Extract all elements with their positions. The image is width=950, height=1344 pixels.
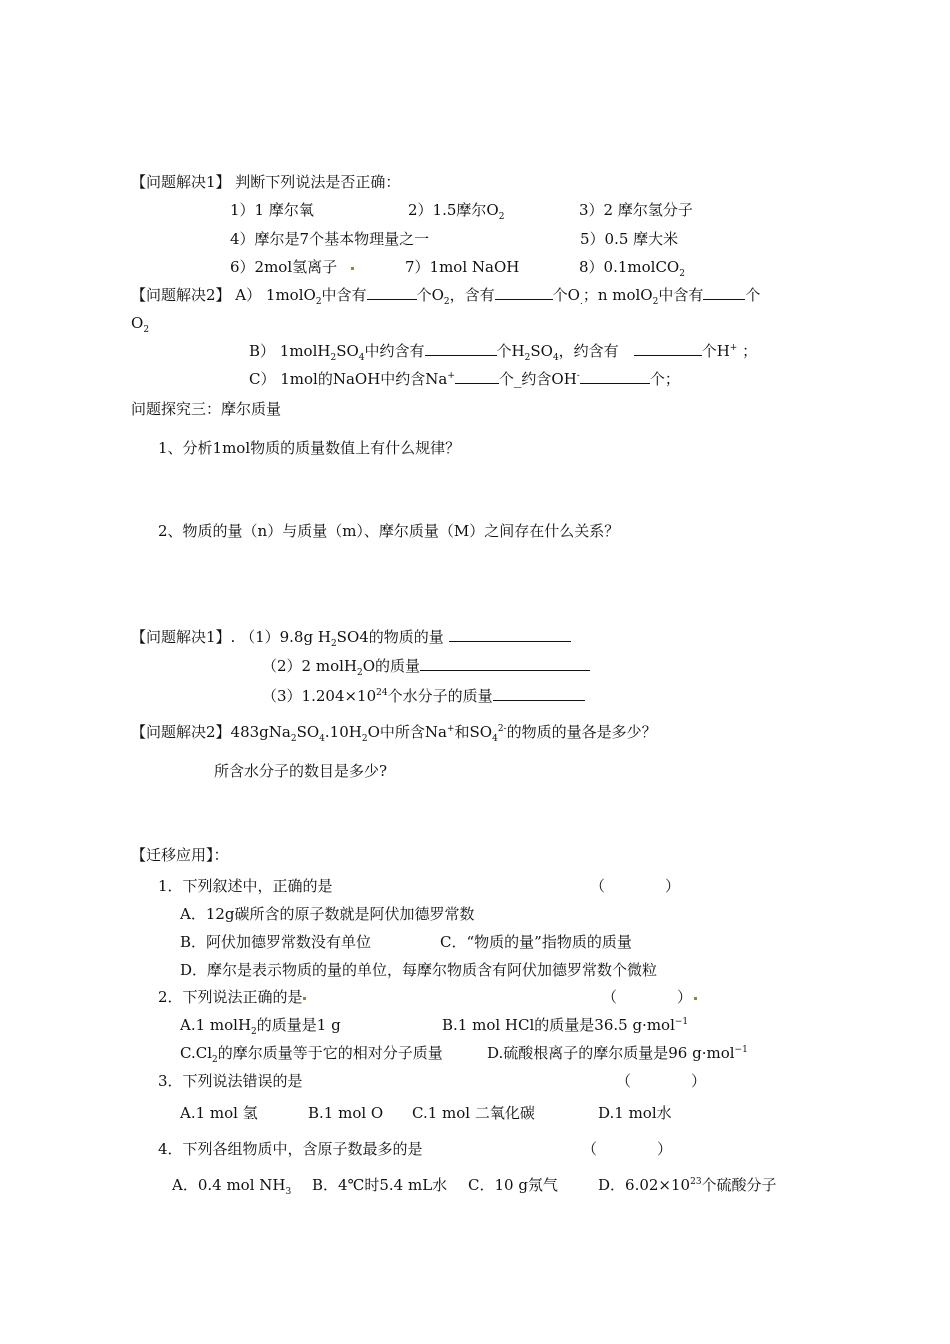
s6-q2: 2．下列说法正确的是 (158, 987, 308, 1007)
s3-question-2: 2、物质的量（n）与质量（m）、摩尔质量（M）之间存在什么关系？ (158, 522, 620, 540)
s1-item-4: 4）摩尔是7个基本物理量之一 (230, 230, 430, 248)
s1-item-8: 8）0.1molCO$_2$ (579, 258, 685, 279)
s6-q1-bracket: （ ） (590, 877, 681, 895)
blank (420, 656, 590, 671)
s6-q3-option-c: C.1 mol 二氧化碳 (412, 1104, 535, 1122)
s6-q1-option-d: D．摩尔是表示物质的量的单位，每摩尔物质含有阿伏加德罗常数个微粒 (180, 961, 658, 979)
s6-q3-bracket: （ ） (616, 1072, 707, 1090)
blank (580, 369, 650, 384)
blank (493, 686, 585, 701)
s4-line-2: （2）2 molH$_2$O的质量 (262, 656, 590, 676)
s1-item-2: 2）1.5摩尔$O_2$ (408, 201, 505, 222)
s1-item-5: 5）0.5 摩大米 (580, 230, 679, 248)
blank (425, 341, 497, 356)
s6-q4-option-d: D．$6.02\times 10^{23}$个硫酸分子 (598, 1176, 777, 1194)
s6-q4: 4．下列各组物质中，含原子数最多的是 (158, 1140, 423, 1158)
blank (455, 369, 499, 384)
s6-q3: 3．下列说法错误的是 (158, 1072, 303, 1090)
s6-q1-option-b: B．阿伏加德罗常数没有单位 (180, 933, 372, 951)
s6-q4-option-b: B．4℃时5.4 mL水 (312, 1176, 448, 1194)
s6-q3-option-b: B.1 mol O (308, 1104, 384, 1122)
s5-line-2: 所含水分子的数目是多少? (214, 762, 388, 780)
blank (449, 627, 571, 642)
s6-q2-option-b: B.1 mol HCl的质量是36.5 g·mol$^{-1}$ (442, 1016, 689, 1034)
s6-q1: 1．下列叙述中，正确的是 (158, 877, 333, 895)
s1-item-6: 6）2mol氢离子 (230, 257, 356, 277)
s1-item-3: 3）2 摩尔氢分子 (579, 201, 693, 219)
s6-q1-option-a: A．12g碳所含的原子数就是阿伏加德罗常数 (180, 905, 475, 923)
s6-q4-option-a: A．0.4 mol $NH_3$ (172, 1176, 292, 1197)
s6-q3-option-a: A.1 mol 氢 (180, 1104, 258, 1122)
s2-line-a: 【问题解决2】 A） 1molO$_2$中含有 个$O_2$，含有 个$O_.$；n molO$_2$中含有 个 (131, 286, 761, 307)
s5-line-1: 【问题解决2】$483gNa_2SO_4.10H_2O$中所含Na+和$SO_4^{2-}$的物质的量各是多少？ (131, 723, 657, 744)
s6-q1-option-c: C．“物质的量”指物质的质量 (440, 933, 632, 951)
blank (495, 285, 553, 300)
blank (367, 285, 417, 300)
s3-question-1: 1、分析1mol物质的质量数值上有什么规律？ (158, 439, 461, 457)
s4-line-3: $(3)1.204\times 10^{24}$个水分子的质量 (262, 686, 585, 706)
s6-title: 【迁移应用】： (131, 846, 229, 864)
s6-q2-option-a: A.1 molH$_2$的质量是1 g (180, 1016, 341, 1037)
s6-q3-option-d: D.1 mol水 (598, 1104, 672, 1122)
s2-line-a-cont: $O_2$ (131, 314, 150, 335)
s2-line-c: C） 1mol的NaOH中约含Na+ 个_约含OH- 个； (249, 370, 680, 388)
s6-q4-bracket: （ ） (582, 1140, 673, 1158)
s1-item-1: 1）1 摩尔氧 (230, 201, 314, 219)
s6-q2-bracket: （ ） (602, 987, 699, 1007)
s2-line-b: B） $1molH_2SO_4$中约含有 个$H_2SO_4$，约含有 个H+ ； (249, 342, 758, 363)
s3-title: 问题探究三：摩尔质量 (131, 400, 282, 418)
s1-item-7: 7）1mol NaOH (405, 258, 520, 276)
s6-q2-option-c: $C.Cl_2$的摩尔质量等于它的相对分子质量 (180, 1044, 443, 1065)
s6-q2-option-d: D.硫酸根离子的摩尔质量是96 g·mol$^{-1}$ (487, 1044, 748, 1062)
s6-q4-option-c: C．10 g氖气 (468, 1176, 558, 1194)
s4-line-1: 【问题解决1】. （1）9.8g $H_2SO4$的物质的量 (131, 627, 571, 647)
blank (703, 285, 745, 300)
blank (634, 341, 702, 356)
s1-title: 【问题解决1】 判断下列说法是否正确： (131, 173, 401, 191)
